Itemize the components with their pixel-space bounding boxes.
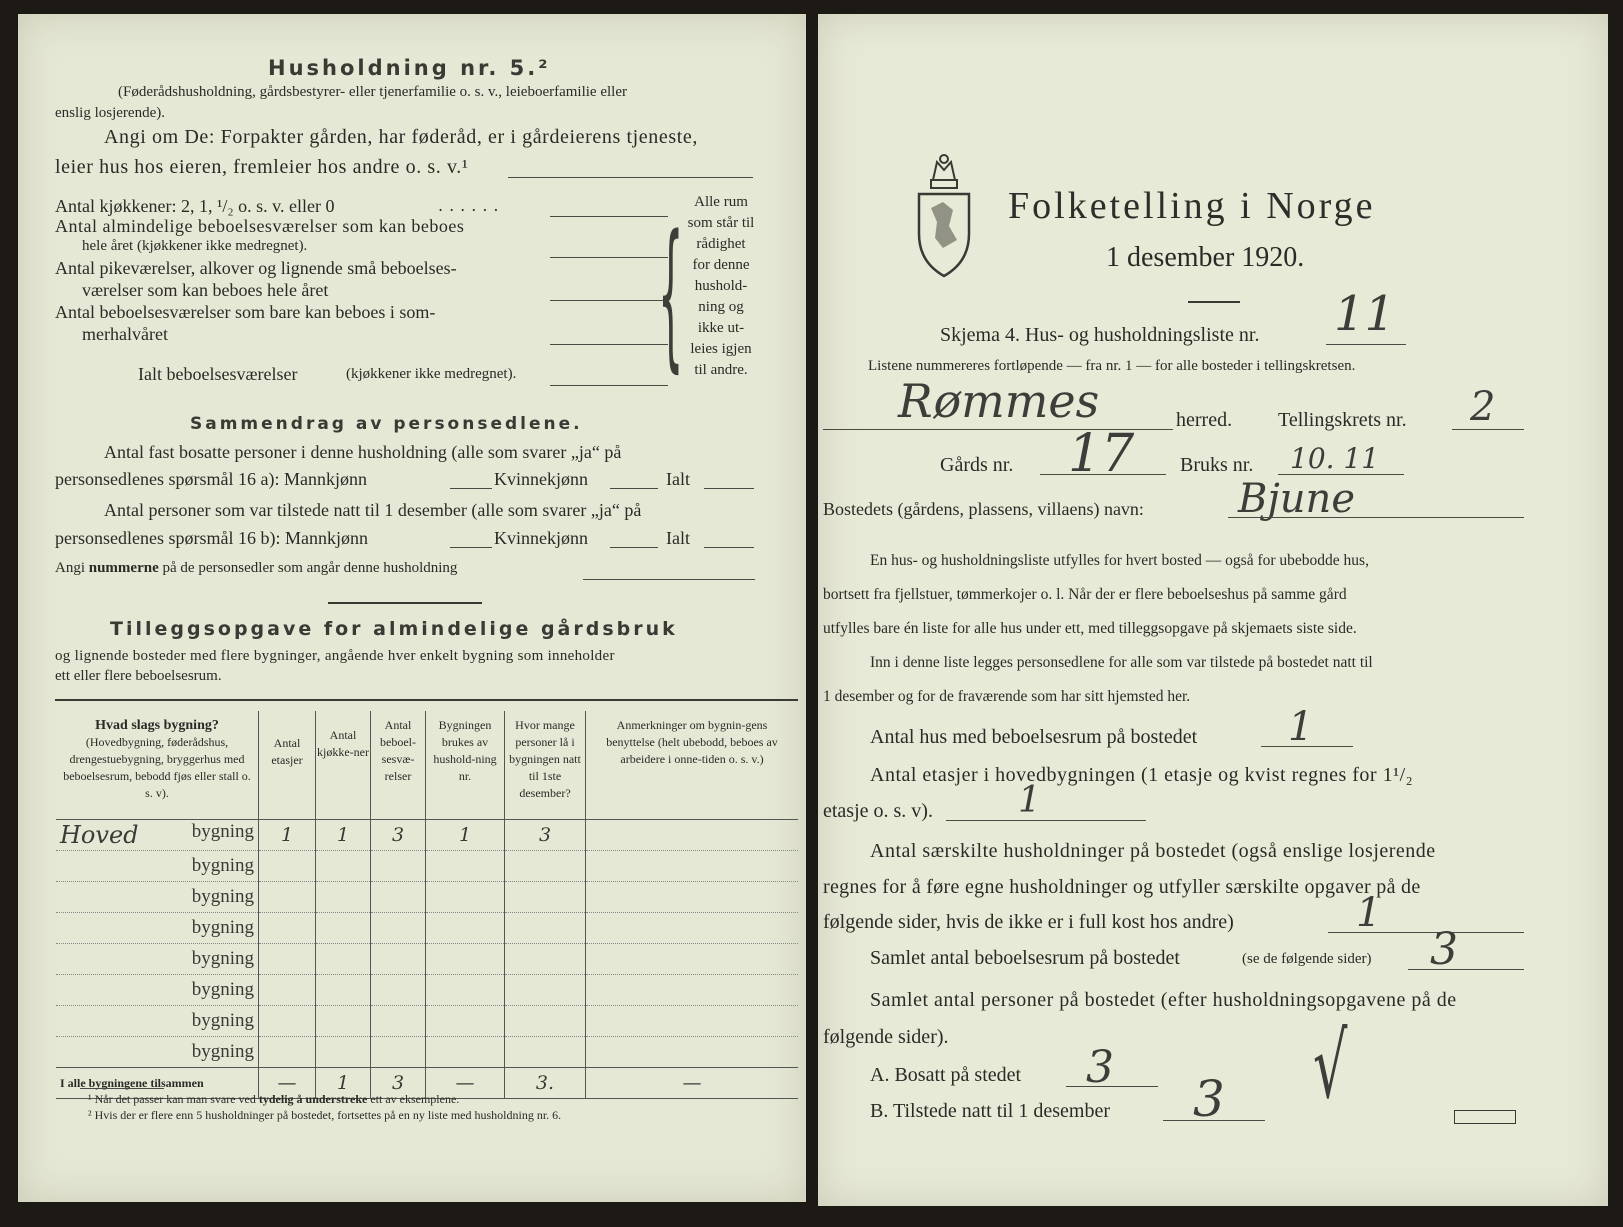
- cell-hush[interactable]: [426, 913, 505, 944]
- col-header-etasjer: [259, 711, 316, 820]
- right-page: [818, 14, 1608, 1206]
- angi-num-c: på de personsedler som angår denne husholdning: [162, 560, 458, 576]
- q3-line: [1328, 932, 1524, 933]
- building-type-cell[interactable]: [56, 820, 259, 851]
- table-row: [56, 944, 798, 975]
- building-label: bygning: [191, 855, 254, 876]
- cell-personer[interactable]: [505, 1037, 586, 1068]
- q2-line2: etasje o. s. v).: [823, 800, 933, 822]
- divider: [328, 602, 482, 604]
- col-header-kjokken: [316, 711, 371, 820]
- total-hush[interactable]: —: [426, 1068, 505, 1099]
- angi-num-b: nummerne: [88, 560, 159, 576]
- col-header-type-note: (Hovedbygning, føderådshus, drengestuebygning, bryggerhus med beboelsesrum, bebodd fjøs eller stall o. s. v).: [63, 735, 251, 800]
- summary-title: Sammendrag av personsedlene.: [190, 414, 583, 434]
- rooms-total-note: (kjøkkener ikke medregnet).: [346, 366, 517, 382]
- bosted-line: [1228, 517, 1524, 518]
- herred-value[interactable]: Rømmes: [898, 374, 1100, 428]
- angi-numbers-line[interactable]: [583, 579, 755, 580]
- household-title: Husholdning nr. 5.²: [268, 56, 551, 80]
- rooms-ordinary-1: Antal almindelige beboelsesværelser som kan beboes: [55, 216, 465, 236]
- cell-vaerelser[interactable]: 3: [371, 820, 426, 851]
- col-header-kjokken-text: Antal kjøkke-ner: [317, 728, 369, 759]
- side-note-line: som står til: [687, 215, 755, 231]
- cell-hush[interactable]: [426, 851, 505, 882]
- side-note-line: hushold-: [694, 278, 748, 294]
- small-answer[interactable]: [550, 300, 668, 301]
- rooms-small-2: værelser som kan beboes hele året: [82, 280, 329, 300]
- footnote-rule: [80, 1088, 164, 1089]
- building-type-cell[interactable]: [56, 913, 259, 944]
- tellingskrets-line: [1452, 429, 1524, 430]
- building-label: bygning: [191, 1041, 254, 1062]
- cell-vaerelser[interactable]: [371, 882, 426, 913]
- checkmark: √: [1313, 1014, 1348, 1119]
- q1-label: Antal hus med beboelsesrum på bostedet: [870, 726, 1198, 748]
- cell-kjokken[interactable]: [316, 1037, 371, 1068]
- angi-line-2: leier hus hos eieren, fremleier hos andre o. s. v.¹: [55, 156, 469, 178]
- cell-personer[interactable]: [505, 975, 586, 1006]
- building-label: bygning: [191, 886, 254, 907]
- col-header-hush: [426, 711, 505, 820]
- cell-kjokken[interactable]: [316, 944, 371, 975]
- rooms-summer-2: merhalvåret: [82, 324, 168, 344]
- total-answer[interactable]: [550, 385, 668, 386]
- kitchens-answer[interactable]: [550, 216, 668, 217]
- sum2-ialt[interactable]: [704, 547, 754, 548]
- summer-answer[interactable]: [550, 344, 668, 345]
- q3-line2: regnes for å føre egne husholdninger og utfyller særskilte opgaver på de: [823, 876, 1421, 898]
- col-header-type-title: Hvad slags bygning?: [95, 718, 219, 733]
- q2-line1: Antal etasjer i hovedbygningen (1 etasje og kvist regnes for 1¹/₂: [870, 764, 1414, 786]
- side-note-line: til andre.: [694, 362, 748, 378]
- cell-etasjer[interactable]: [259, 913, 316, 944]
- rooms-total: Ialt beboelsesværelser: [138, 364, 298, 384]
- qb-value[interactable]: 3: [1193, 1070, 1225, 1128]
- qb-label: B. Tilstede natt til 1 desember: [870, 1100, 1110, 1122]
- building-type-cell[interactable]: [56, 975, 259, 1006]
- gards-value[interactable]: 17: [1068, 424, 1135, 484]
- ordinary-answer[interactable]: [550, 257, 668, 258]
- q2-line: [946, 820, 1146, 821]
- cell-hush[interactable]: [426, 975, 505, 1006]
- cell-vaerelser[interactable]: [371, 913, 426, 944]
- building-type-cell[interactable]: [56, 851, 259, 882]
- para1-line3: utfylles bare én liste for alle hus under ett, med tilleggsopgave på skjemaets siste side.: [823, 620, 1357, 637]
- total-etasjer[interactable]: —: [259, 1068, 316, 1099]
- divider: [1188, 301, 1240, 303]
- cell-anm[interactable]: [586, 851, 799, 882]
- cell-kjokken[interactable]: 1: [316, 820, 371, 851]
- brace: {: [658, 200, 684, 387]
- table-row: [56, 851, 798, 882]
- q5-line1: Samlet antal personer på bostedet (efter husholdningsopgavene på de: [870, 989, 1457, 1011]
- building-type-prefix: Hoved: [60, 821, 139, 849]
- cell-etasjer[interactable]: [259, 851, 316, 882]
- cell-kjokken[interactable]: [316, 851, 371, 882]
- cell-vaerelser[interactable]: [371, 851, 426, 882]
- cell-anm[interactable]: [586, 1006, 799, 1037]
- gards-line: [1040, 474, 1166, 475]
- herred-label: herred.: [1176, 409, 1233, 431]
- census-date: 1 desember 1920.: [1106, 242, 1305, 273]
- cell-vaerelser[interactable]: [371, 944, 426, 975]
- building-label: bygning: [191, 821, 254, 842]
- bosted-value[interactable]: Bjune: [1238, 476, 1355, 522]
- coat-of-arms-icon: [913, 152, 975, 282]
- cell-etasjer[interactable]: [259, 1037, 316, 1068]
- total-kjokken[interactable]: 1: [316, 1068, 371, 1099]
- q1-value[interactable]: 1: [1288, 704, 1314, 750]
- para2-line1: Inn i denne liste legges personsedlene for alle som var tilstede på bostedet natt til: [870, 654, 1373, 671]
- cell-personer[interactable]: [505, 913, 586, 944]
- cell-personer[interactable]: 3: [505, 820, 586, 851]
- table-row: [56, 975, 798, 1006]
- cell-anm[interactable]: [586, 820, 799, 851]
- summary-1a: Antal fast bosatte personer i denne husholdning (alle som svarer „ja“ på: [104, 442, 622, 462]
- qa-label: A. Bosatt på stedet: [870, 1064, 1022, 1086]
- listene-note: Listene nummereres fortløpende — fra nr. 1 — for alle bosteder i tellingskretsen.: [868, 358, 1356, 374]
- angi-line-1: Angi om De: Forpakter gården, har føderåd, er i gårdeierens tjeneste,: [104, 126, 698, 148]
- table-row: [56, 913, 798, 944]
- table-header-row: [56, 711, 798, 820]
- cell-anm[interactable]: [586, 882, 799, 913]
- buildings-body: [56, 820, 798, 1099]
- cell-vaerelser[interactable]: [371, 1037, 426, 1068]
- skjema-line: [1326, 344, 1406, 345]
- total-personer[interactable]: 3.: [505, 1068, 586, 1099]
- total-vaerelser[interactable]: 3: [371, 1068, 426, 1099]
- summary-2b: personsedlenes spørsmål 16 b): Mannkjønn: [55, 528, 368, 548]
- bruks-label: Bruks nr.: [1180, 454, 1254, 476]
- angi-numbers: [55, 560, 457, 577]
- household-intro-1: (Føderådshusholdning, gårdsbestyrer- eller tjenerfamilie o. s. v., leieboerfamilie eller: [118, 84, 627, 100]
- q3-value[interactable]: 1: [1356, 890, 1382, 936]
- qb-line: [1163, 1120, 1265, 1121]
- side-note-line: Alle rum: [694, 194, 748, 210]
- cell-anm[interactable]: [586, 944, 799, 975]
- side-note-line: ning og: [698, 299, 744, 315]
- col-header-type: [56, 711, 259, 820]
- cell-anm[interactable]: [586, 975, 799, 1006]
- cell-personer[interactable]: [505, 851, 586, 882]
- tillegg-1: og lignende bosteder med flere bygninger, angående hver enkelt bygning som inneholder: [55, 648, 615, 664]
- side-note-line: rådighet: [696, 236, 746, 252]
- building-type-cell[interactable]: [56, 882, 259, 913]
- col-header-vaerelser-text: Antal beboel-sesvæ-relser: [380, 718, 416, 783]
- cell-etasjer[interactable]: [259, 1006, 316, 1037]
- total-label: I alle bygningene tilsammen: [56, 1068, 259, 1099]
- ialt-label-1: Ialt: [666, 469, 690, 489]
- cell-personer[interactable]: [505, 882, 586, 913]
- summary-2a: Antal personer som var tilstede natt til 1 desember (alle som svarer „ja“ på: [104, 500, 642, 520]
- q3-line3: følgende sider, hvis de ikke er i full kost hos andre): [823, 911, 1234, 933]
- total-anm[interactable]: —: [586, 1068, 799, 1099]
- q4-line: [1408, 969, 1524, 970]
- summary-1b: personsedlenes spørsmål 16 a): Mannkjønn: [55, 469, 367, 489]
- angi-answer-line[interactable]: [508, 177, 753, 178]
- side-note-line: for denne: [692, 257, 750, 273]
- cell-vaerelser[interactable]: [371, 975, 426, 1006]
- cell-etasjer[interactable]: [259, 882, 316, 913]
- q4-value[interactable]: 3: [1430, 924, 1458, 975]
- building-label: bygning: [191, 917, 254, 938]
- q2-value[interactable]: 1: [1018, 780, 1041, 821]
- tellingskrets-label: Tellingskrets nr.: [1278, 409, 1407, 431]
- qa-line: [1066, 1086, 1158, 1087]
- rooms-summer-1: Antal beboelsesværelser som bare kan beboes i som-: [55, 302, 436, 322]
- footnote-1: [88, 1092, 459, 1107]
- building-label: bygning: [191, 979, 254, 1000]
- printer-mark-icon: [1454, 1110, 1516, 1124]
- cell-kjokken[interactable]: [316, 882, 371, 913]
- footnote-1c: ett av eksemplene.: [370, 1092, 460, 1106]
- kvinne-label-2: Kvinnekjønn: [494, 528, 588, 548]
- cell-personer[interactable]: [505, 944, 586, 975]
- cell-personer[interactable]: [505, 1006, 586, 1037]
- cell-hush[interactable]: [426, 1037, 505, 1068]
- cell-kjokken[interactable]: [316, 913, 371, 944]
- rooms-ordinary-2: hele året (kjøkkener ikke medregnet).: [82, 238, 308, 254]
- table-row: [56, 820, 798, 851]
- building-label: bygning: [191, 948, 254, 969]
- para2-line2: 1 desember og for de fraværende som har sitt hjemsted her.: [823, 688, 1191, 705]
- dots: ......: [438, 196, 505, 215]
- side-note-line: leies igjen: [690, 341, 752, 357]
- rooms-side-note: [676, 192, 766, 381]
- sum1-mann[interactable]: [450, 488, 492, 489]
- sum1-ialt[interactable]: [704, 488, 754, 489]
- sum2-mann[interactable]: [450, 547, 492, 548]
- tillegg-title: Tilleggsopgave for almindelige gårdsbruk: [110, 618, 678, 640]
- cell-kjokken[interactable]: [316, 1006, 371, 1037]
- table-row: [56, 1037, 798, 1068]
- bosted-label: Bostedets (gårdens, plassens, villaens) navn:: [823, 499, 1144, 519]
- sum1-kvinne[interactable]: [610, 488, 658, 489]
- cell-anm[interactable]: [586, 1037, 799, 1068]
- census-title: Folketelling i Norge: [1008, 185, 1376, 227]
- col-header-personer: [505, 711, 586, 820]
- q4-label: Samlet antal beboelsesrum på bostedet: [870, 947, 1180, 969]
- q4-note: (se de følgende sider): [1242, 951, 1372, 967]
- tellingskrets-value[interactable]: 2: [1470, 384, 1496, 430]
- footnote-1b: tydelig å understreke: [258, 1092, 368, 1106]
- col-header-etasjer-text: Antal etasjer: [271, 736, 303, 767]
- cell-hush[interactable]: [426, 1006, 505, 1037]
- bruks-value[interactable]: 10. 11: [1290, 442, 1380, 475]
- col-header-personer-text: Hvor mange personer lå i bygningen natt til 1ste desember?: [509, 718, 581, 800]
- buildings-table: [56, 711, 798, 1099]
- building-label: bygning: [191, 1010, 254, 1031]
- cell-hush[interactable]: [426, 944, 505, 975]
- qa-value[interactable]: 3: [1086, 1042, 1114, 1093]
- cell-hush[interactable]: 1: [426, 820, 505, 851]
- para1-line1: En hus- og husholdningsliste utfylles for hvert bosted — også for ubebodde hus,: [870, 552, 1369, 569]
- rooms-kitchens: Antal kjøkkener: 2, 1, ¹/₂ o. s. v. eller 0: [55, 196, 335, 216]
- table-top-rule: [55, 699, 798, 701]
- q3-line1: Antal særskilte husholdninger på bostedet (også enslige losjerende: [870, 840, 1436, 862]
- building-type-cell[interactable]: [56, 1037, 259, 1068]
- gards-label: Gårds nr.: [940, 454, 1014, 476]
- rooms-small-1: Antal pikeværelser, alkover og lignende små beboelses-: [55, 258, 457, 278]
- table-row: [56, 1006, 798, 1037]
- cell-etasjer[interactable]: [259, 975, 316, 1006]
- cell-etasjer[interactable]: 1: [259, 820, 316, 851]
- cell-hush[interactable]: [426, 882, 505, 913]
- col-header-anm-text: Anmerkninger om bygnin-gens benyttelse (helt ubebodd, beboes av arbeidere i onne-tiden o. s. v.): [606, 718, 778, 766]
- kvinne-label-1: Kvinnekjønn: [494, 469, 588, 489]
- ialt-label-2: Ialt: [666, 528, 690, 548]
- tillegg-2: ett eller flere beboelsesrum.: [55, 668, 222, 684]
- col-header-hush-text: Bygningen brukes av hushold-ning nr.: [433, 718, 497, 783]
- cell-vaerelser[interactable]: [371, 1006, 426, 1037]
- col-header-anm: [586, 711, 799, 820]
- col-header-vaerelser: [371, 711, 426, 820]
- angi-num-a: Angi: [55, 560, 85, 576]
- cell-anm[interactable]: [586, 913, 799, 944]
- sum2-kvinne[interactable]: [610, 547, 658, 548]
- skjema-label: Skjema 4. Hus- og husholdningsliste nr.: [940, 324, 1260, 346]
- cell-kjokken[interactable]: [316, 975, 371, 1006]
- bruks-line: [1278, 474, 1404, 475]
- building-type-cell[interactable]: [56, 944, 259, 975]
- footnote-1a: ¹ Når det passer kan man svare ved: [88, 1092, 256, 1106]
- footnote-2: ² Hvis der er flere enn 5 husholdninger på bostedet, fortsettes på en ny liste med husholdning nr. 6.: [88, 1108, 562, 1122]
- q1-line: [1261, 746, 1353, 747]
- side-note-line: ikke ut-: [697, 320, 745, 336]
- household-intro-2: enslig losjerende).: [55, 105, 165, 121]
- table-row: [56, 882, 798, 913]
- left-page: [18, 14, 806, 1202]
- q5-line2: følgende sider).: [823, 1026, 949, 1048]
- building-type-cell[interactable]: [56, 1006, 259, 1037]
- para1-line2: bortsett fra fjellstuer, tømmerkojer o. l. Når der er flere beboelseshus på samme gård: [823, 586, 1347, 603]
- cell-etasjer[interactable]: [259, 944, 316, 975]
- skjema-value[interactable]: 11: [1334, 286, 1396, 342]
